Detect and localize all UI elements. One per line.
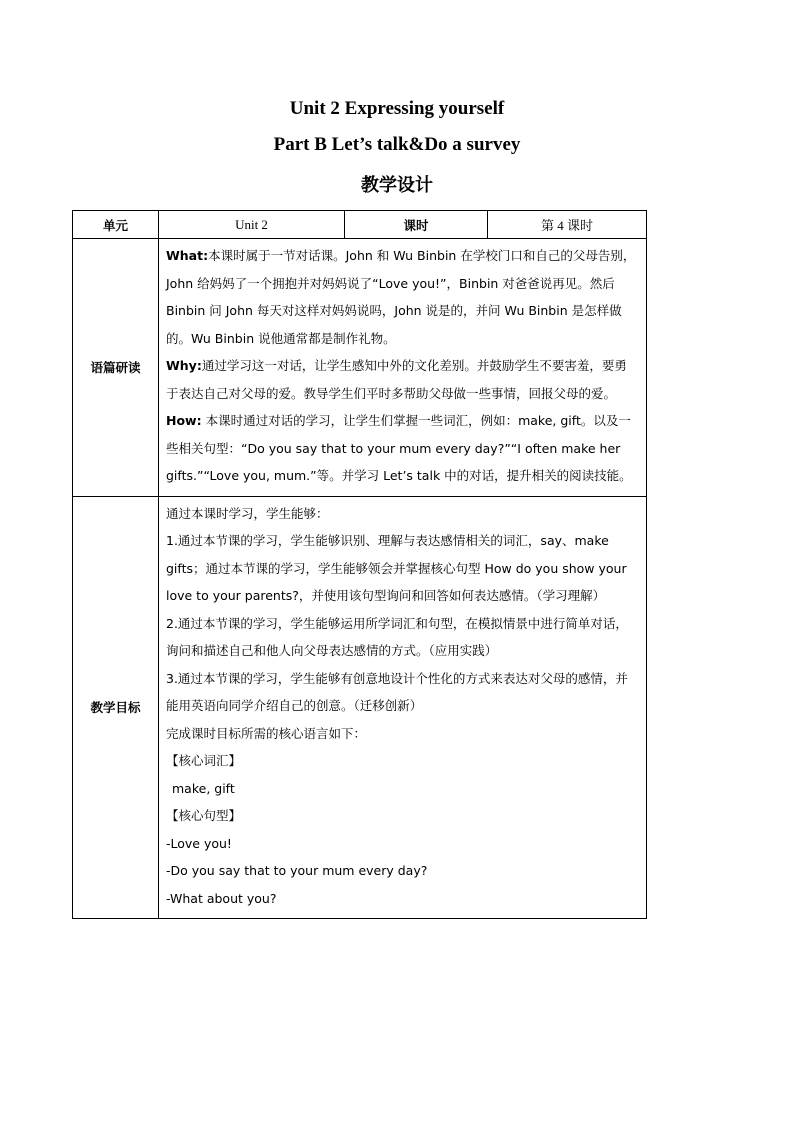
document-subtitle: Part B Let’s talk&Do a survey: [273, 134, 521, 155]
document-title: Unit 2 Expressing yourself: [289, 98, 505, 119]
vocab-list: make, gift: [172, 780, 235, 796]
unit-value: Unit 2: [159, 211, 345, 239]
analysis-row: [73, 239, 647, 497]
objective-item-3: 3.通过本节课的学习，学生能够有创意地设计个性化的方式来表达对父母的感情，并能用英语向同学介绍自己的创意。（迁移创新）: [166, 670, 628, 713]
sentence-item: -What about you?: [166, 890, 277, 906]
objectives-content: [159, 496, 647, 919]
what-text: 本课时属于一节对话课。John 和 Wu Binbin 在学校门口和自己的父母告别，John 给妈妈了一个拥抱并对妈妈说了“Love you!”，Binbin 对爸爸说再见。然后 Binbin 问 John 每天对这样对妈妈说吗，John 说是的，并问 Wu Binbin 是怎样做的。Wu Binbin 说他通常都是制作礼物。: [166, 248, 636, 346]
period-label: 课时: [345, 211, 488, 239]
vocab-heading: 【核心词汇】: [166, 753, 242, 768]
analysis-content: [159, 239, 647, 497]
objectives-intro: 通过本课时学习，学生能够：: [166, 505, 329, 521]
document-heading: 教学设计: [361, 175, 433, 196]
sentence-heading: 【核心句型】: [166, 808, 242, 823]
how-paragraph: [166, 407, 638, 490]
header-row: [73, 211, 647, 239]
why-text: 通过学习这一对话，让学生感知中外的文化差别。并鼓励学生不要害羞，要勇于表达自己对父母的爱。教导学生们平时多帮助父母做一些事情，回报父母的爱。: [166, 358, 627, 401]
sentence-item: -Do you say that to your mum every day?: [166, 863, 428, 878]
objective-item-2: 2.通过本节课的学习，学生能够运用所学词汇和句型，在模拟情景中进行简单对话，询问和描述自己和他人向父母表达感情的方式。（应用实践）: [166, 615, 628, 658]
what-paragraph: [166, 242, 638, 352]
lesson-plan-table: [72, 210, 647, 919]
unit-label: 单元: [73, 211, 159, 239]
how-text: 本课时通过对话的学习，让学生们掌握一些词汇，例如：make, gift。以及一些相关句型：“Do you say that to your mum every day?”“I often make her gifts.”“Love you, mum.”等。并学习 Let’s talk 中的对话，提升相关的阅读技能。: [166, 413, 632, 483]
why-label: Why:: [166, 358, 202, 373]
objectives-row: [73, 496, 647, 919]
objectives-label: 教学目标: [73, 496, 159, 919]
how-label: How:: [166, 413, 202, 428]
core-language-intro: 完成课时目标所需的核心语言如下：: [166, 725, 367, 741]
analysis-label: 语篇研读: [73, 239, 159, 497]
what-label: What:: [166, 248, 209, 263]
why-paragraph: [166, 352, 638, 407]
objective-item-1: 1.通过本节课的学习，学生能够识别、理解与表达感情相关的词汇，say、make gifts；通过本节课的学习，学生能够领会并掌握核心句型 How do you show your love to your parents?，并使用该句型询问和回答如何表达感情。（学习理解）: [166, 533, 627, 603]
period-value: 第 4 课时: [488, 211, 647, 239]
sentence-item: -Love you!: [166, 835, 232, 851]
